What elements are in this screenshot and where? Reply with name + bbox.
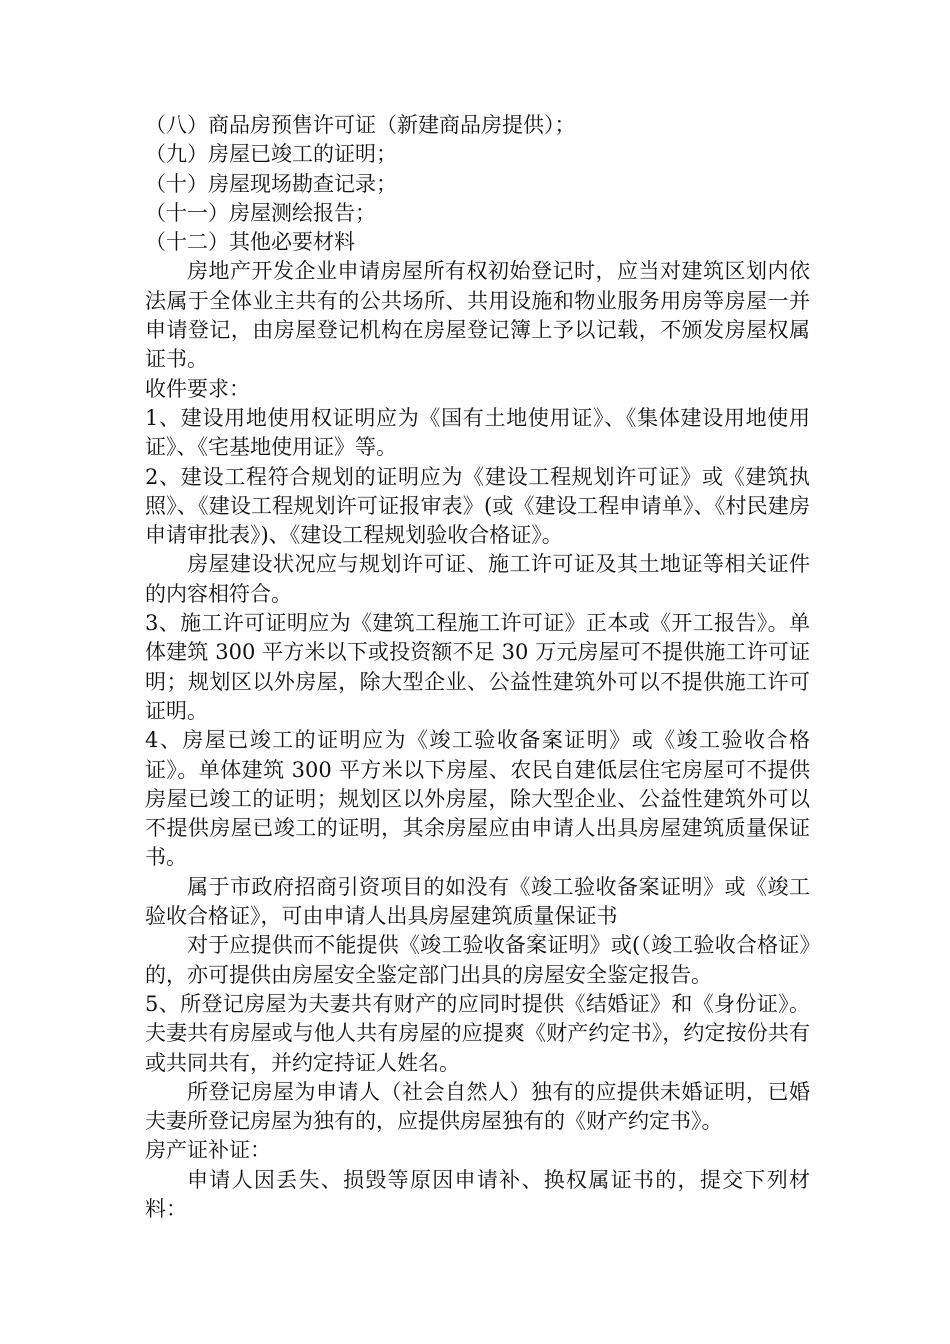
requirement-2: 2、建设工程符合规划的证明应为《建设工程规划许可证》或《建筑执照》、《建设工程规划许可证报审表》(或《建设工程申请单》、《村民建房申请审批表》)、《建设工程规划验收合格证》。 [145,464,810,548]
list-item-11: （十一）房屋测绘报告； [145,200,376,225]
list-item-10: （十）房屋现场勘查记录； [145,171,397,196]
document-page [145,111,810,1224]
paragraph-safety-appraisal: 对于应提供而不能提供《竣工验收备案证明》或(（竣工验收合格证》的，亦可提供由房屋安全鉴定部门出具的房屋安全鉴定报告。 [145,933,810,987]
paragraph-developer-registration: 房地产开发企业申请房屋所有权初始登记时，应当对建筑区划内依法属于全体业主共有的公共场所、共用设施和物业服务用房等房屋一并申请登记，由房屋登记机构在房屋登记簿上予以记载，不颁发房屋权属证书。 [145,259,810,372]
requirement-4: 4、房屋已竣工的证明应为《竣工验收备案证明》或《竣工验收合格证》。单体建筑 300 平方米以下房屋、农民自建低层住宅房屋可不提供房屋已竣工的证明；规划区以外房屋，除大型企业、公益性建筑外可以不提供房屋已竣工的证明，其余房屋应由申请人出具房屋建筑质量保证书。 [145,728,810,870]
heading-requirements: 收件要求： [145,376,250,401]
requirement-5: 5、所登记房屋为夫妻共有财产的应同时提供《结婚证》和《身份证》。夫妻共有房屋或与他人共有房屋的应提爽《财产约定书》，约定按份共有或共同共有，并约定持证人姓名。 [145,991,810,1075]
list-item-9: （九）房屋已竣工的证明； [145,142,397,167]
paragraph-reissue-materials: 申请人因丢失、损毁等原因申请补、换权属证书的，提交下列材料： [145,1167,810,1221]
requirement-3: 3、施工许可证明应为《建筑工程施工许可证》正本或《开工报告》。单体建筑 300 平方米以下或投资额不足 30 万元房屋可不提供施工许可证明；规划区以外房屋，除大型企业、公益性建筑外可以不提供施工许可证明。 [145,611,810,723]
paragraph-sole-ownership: 所登记房屋为申请人（社会自然人）独有的应提供未婚证明，已婚夫妻所登记房屋为独有的，应提供房屋独有的《财产约定书》。 [145,1079,810,1134]
requirement-1: 1、建设用地使用权证明应为《国有土地使用证》、《集体建设用地使用证》、《宅基地使用证》等。 [145,405,810,460]
paragraph-investment-project: 属于市政府招商引资项目的如没有《竣工验收备案证明》或《竣工验收合格证》，可由申请人出具房屋建筑质量保证书 [145,874,810,929]
list-item-12: （十二）其他必要材料 [145,230,355,255]
list-item-8: （八）商品房预售许可证（新建商品房提供）； [145,113,576,137]
paragraph-construction-status: 房屋建设状况应与规划许可证、施工许可证及其土地证等相关证件的内容相符合。 [145,552,810,606]
heading-certificate-reissue: 房产证补证： [145,1138,271,1163]
